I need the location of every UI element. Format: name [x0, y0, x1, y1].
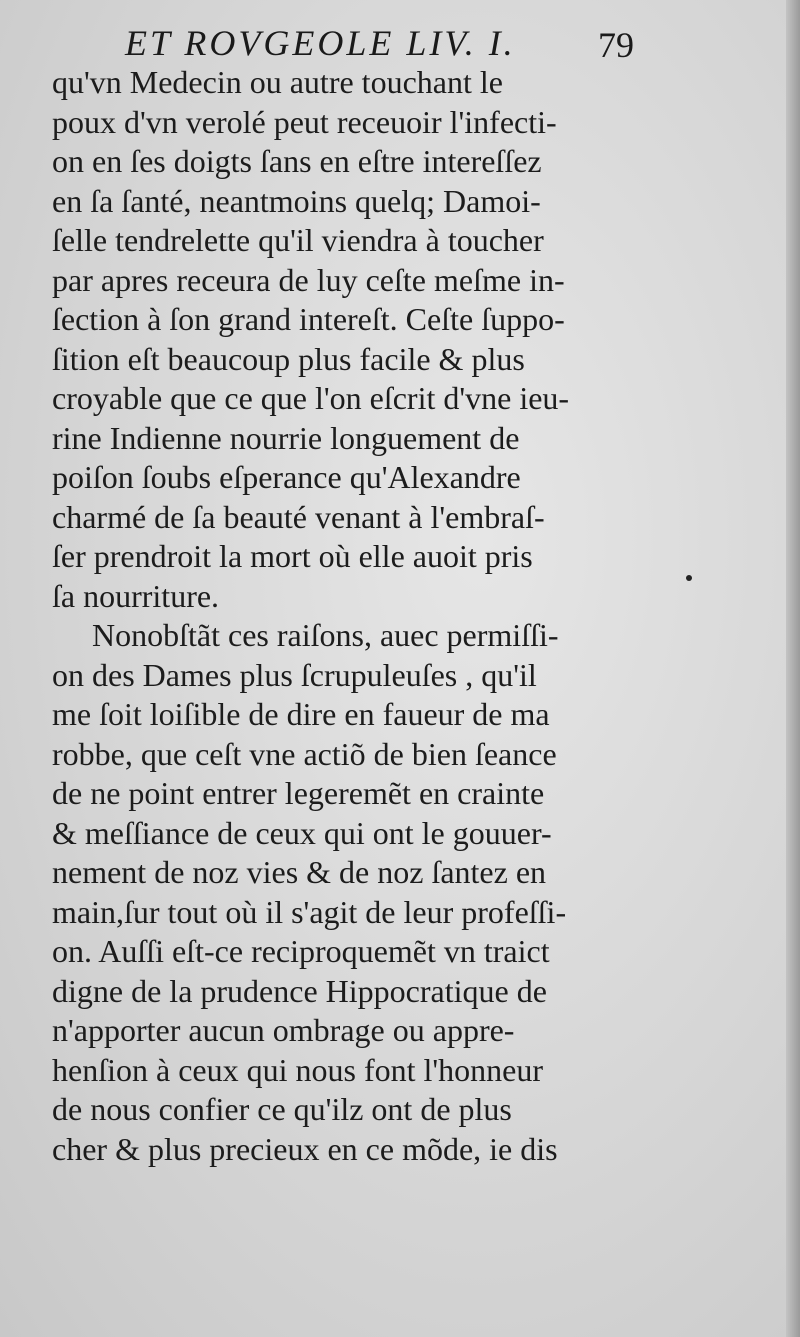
text-line: n'apporter aucun ombrage ou appre- [52, 1012, 515, 1048]
text-line: robbe, que ceſt vne actiõ de bien ſeance [52, 735, 557, 772]
text-line: me ſoit loiſible de dire en faueur de ma [52, 696, 550, 732]
text-line: nement de noz vies & de noz ſantez en [52, 854, 547, 890]
ink-blot [686, 575, 692, 581]
body-text [52, 63, 652, 1169]
text-line: on des Dames plus ſcrupuleuſes , qu'il [52, 656, 537, 693]
page-edge [786, 0, 800, 1337]
text-line: croyable que ce que l'on eſcrit d'vne ieu- [52, 380, 570, 416]
text-line: par apres receura de luy ceſte meſme in- [52, 261, 565, 298]
paragraph-start-line: Nonobſtãt ces raiſons, auec permiſſi- [92, 617, 559, 653]
page-number: 79 [598, 25, 634, 65]
text-line: on en ſes doigts ſans en eſtre intereſſez [52, 143, 542, 179]
text-line: rine Indienne nourrie longuement de [52, 419, 520, 456]
text-line: digne de la prudence Hippocratique de [52, 972, 547, 1009]
text-line: charmé de ſa beauté venant à l'embraſ- [52, 498, 545, 535]
text-line: on. Auſſi eſt-ce reciproquemẽt vn traict [52, 933, 550, 969]
text-line: ſition eſt beaucoup plus facile & plus [52, 340, 525, 377]
text-line: poux d'vn verolé peut receuoir l'infecti- [52, 103, 557, 140]
text-line: ſection à ſon grand intereſt. Ceſte ſuppo- [52, 301, 565, 337]
text-line: en ſa ſanté, neantmoins quelq; Damoi- [52, 182, 541, 219]
text-line: de nous confier ce qu'ilz ont de plus [52, 1091, 512, 1127]
text-line: henſion à ceux qui nous font l'honneur [52, 1051, 543, 1088]
text-line: de ne point entrer legeremẽt en crainte [52, 775, 545, 811]
text-line: poiſon ſoubs eſperance qu'Alexandre [52, 459, 521, 495]
text-line: main,ſur tout où il s'agit de leur profeſſi- [52, 893, 567, 930]
text-line: qu'vn Medecin ou autre touchant le [52, 64, 503, 100]
text-line: ſa nourriture. [52, 577, 220, 614]
running-head-title: ET ROVGEOLE LIV. I. [125, 23, 516, 63]
text-line: cher & plus precieux en ce mõde, ie dis [52, 1130, 558, 1167]
text-line: ſer prendroit la mort où elle auoit pris [52, 538, 533, 574]
text-line: & meſſiance de ceux qui ont le gouuer- [52, 814, 552, 851]
text-line: ſelle tendrelette qu'il viendra à toucher [52, 222, 544, 258]
